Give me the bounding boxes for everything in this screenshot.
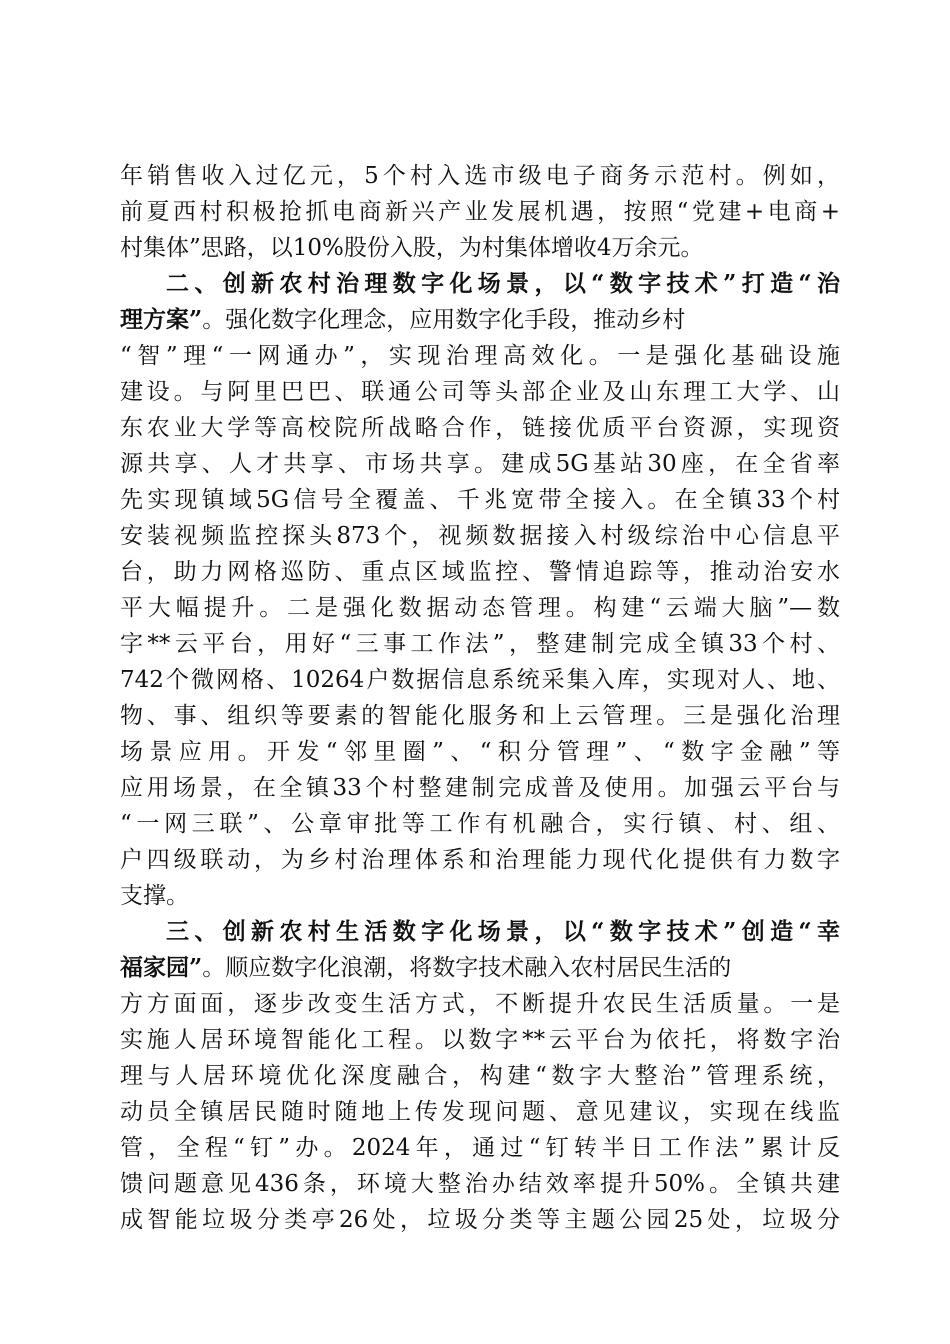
- text-line: 户四级联动，为乡村治理体系和治理能力现代化提供有力数字: [120, 847, 840, 873]
- text-line: 支撑。: [120, 883, 189, 909]
- text-line: 平大幅提升。二是强化数据动态管理。构建“云端大脑”—数: [120, 595, 840, 621]
- text-line: 动员全镇居民随时随地上传发现问题、意见建议，实现在线监: [120, 1099, 840, 1125]
- text-line: “一网三联”、公章审批等工作有机融合，实行镇、村、组、: [120, 811, 840, 837]
- text-line: 年销售收入过亿元，5个村入选市级电子商务示范村。例如，: [120, 163, 840, 189]
- text-line: 先实现镇域5G信号全覆盖、千兆宽带全接入。在全镇33个村: [120, 487, 840, 513]
- section-heading-2: 二、创新农村治理数字化场景，以“数字技术”打造“治: [166, 270, 840, 297]
- text-line-mixed: [120, 948, 840, 988]
- text-line: 物、事、组织等要素的智能化服务和上云管理。三是强化治理: [120, 703, 840, 729]
- text-line: 建设。与阿里巴巴、联通公司等头部企业及山东理工大学、山: [120, 379, 840, 405]
- text-line-mixed: [120, 300, 840, 340]
- text-line: 东农业大学等高校院所战略合作，链接优质平台资源，实现资: [120, 415, 840, 441]
- text-line: 字**云平台，用好“三事工作法”，整建制完成全镇33个村、: [120, 631, 840, 657]
- text-segment: 。顺应数字化浪潮，将数字技术融入农村居民生活的: [202, 955, 732, 981]
- text-line: 方方面面，逐步改变生活方式，不断提升农民生活质量。一是: [120, 991, 840, 1017]
- text-line: “智”理“一网通办”，实现治理高效化。一是强化基础设施: [120, 343, 840, 369]
- section-heading-3: 三、创新农村生活数字化场景，以“数字技术”创造“幸: [166, 918, 840, 945]
- text-line: 前夏西村积极抢抓电商新兴产业发展机遇，按照“党建+电商+: [120, 199, 840, 225]
- section-heading-3-end: 福家园”: [120, 954, 203, 981]
- text-line: 安装视频监控探头873个，视频数据接入村级综治中心信息平: [120, 523, 840, 549]
- text-line: 管，全程“钉”办。2024年，通过“钉转半日工作法”累计反: [120, 1135, 840, 1161]
- text-line: 理与人居环境优化深度融合，构建“数字大整治”管理系统，: [120, 1063, 840, 1089]
- section-heading-2-end: 理方案”: [120, 306, 203, 333]
- text-line: 馈问题意见436条，环境大整治办结效率提升50%。全镇共建: [120, 1171, 840, 1197]
- text-line: 台，助力网格巡防、重点区域监控、警情追踪等，推动治安水: [120, 559, 840, 585]
- text-line: 源共享、人才共享、市场共享。建成5G基站30座，在全省率: [120, 451, 840, 477]
- text-line: 场景应用。开发“邻里圈”、“积分管理”、“数字金融”等: [120, 739, 840, 765]
- text-line: 成智能垃圾分类亭26处，垃圾分类等主题公园25处，垃圾分: [120, 1207, 840, 1233]
- text-line: 742个微网格、10264户数据信息系统采集入库，实现对人、地、: [120, 667, 840, 693]
- text-line: 应用场景，在全镇33个村整建制完成普及使用。加强云平台与: [120, 775, 840, 801]
- text-line: 村集体”思路，以10%股份入股，为村集体增收4万余元。: [120, 235, 704, 261]
- text-line: 实施人居环境智能化工程。以数字**云平台为依托，将数字治: [120, 1027, 840, 1053]
- text-segment: 。强化数字化理念，应用数字化手段，推动乡村: [202, 307, 686, 333]
